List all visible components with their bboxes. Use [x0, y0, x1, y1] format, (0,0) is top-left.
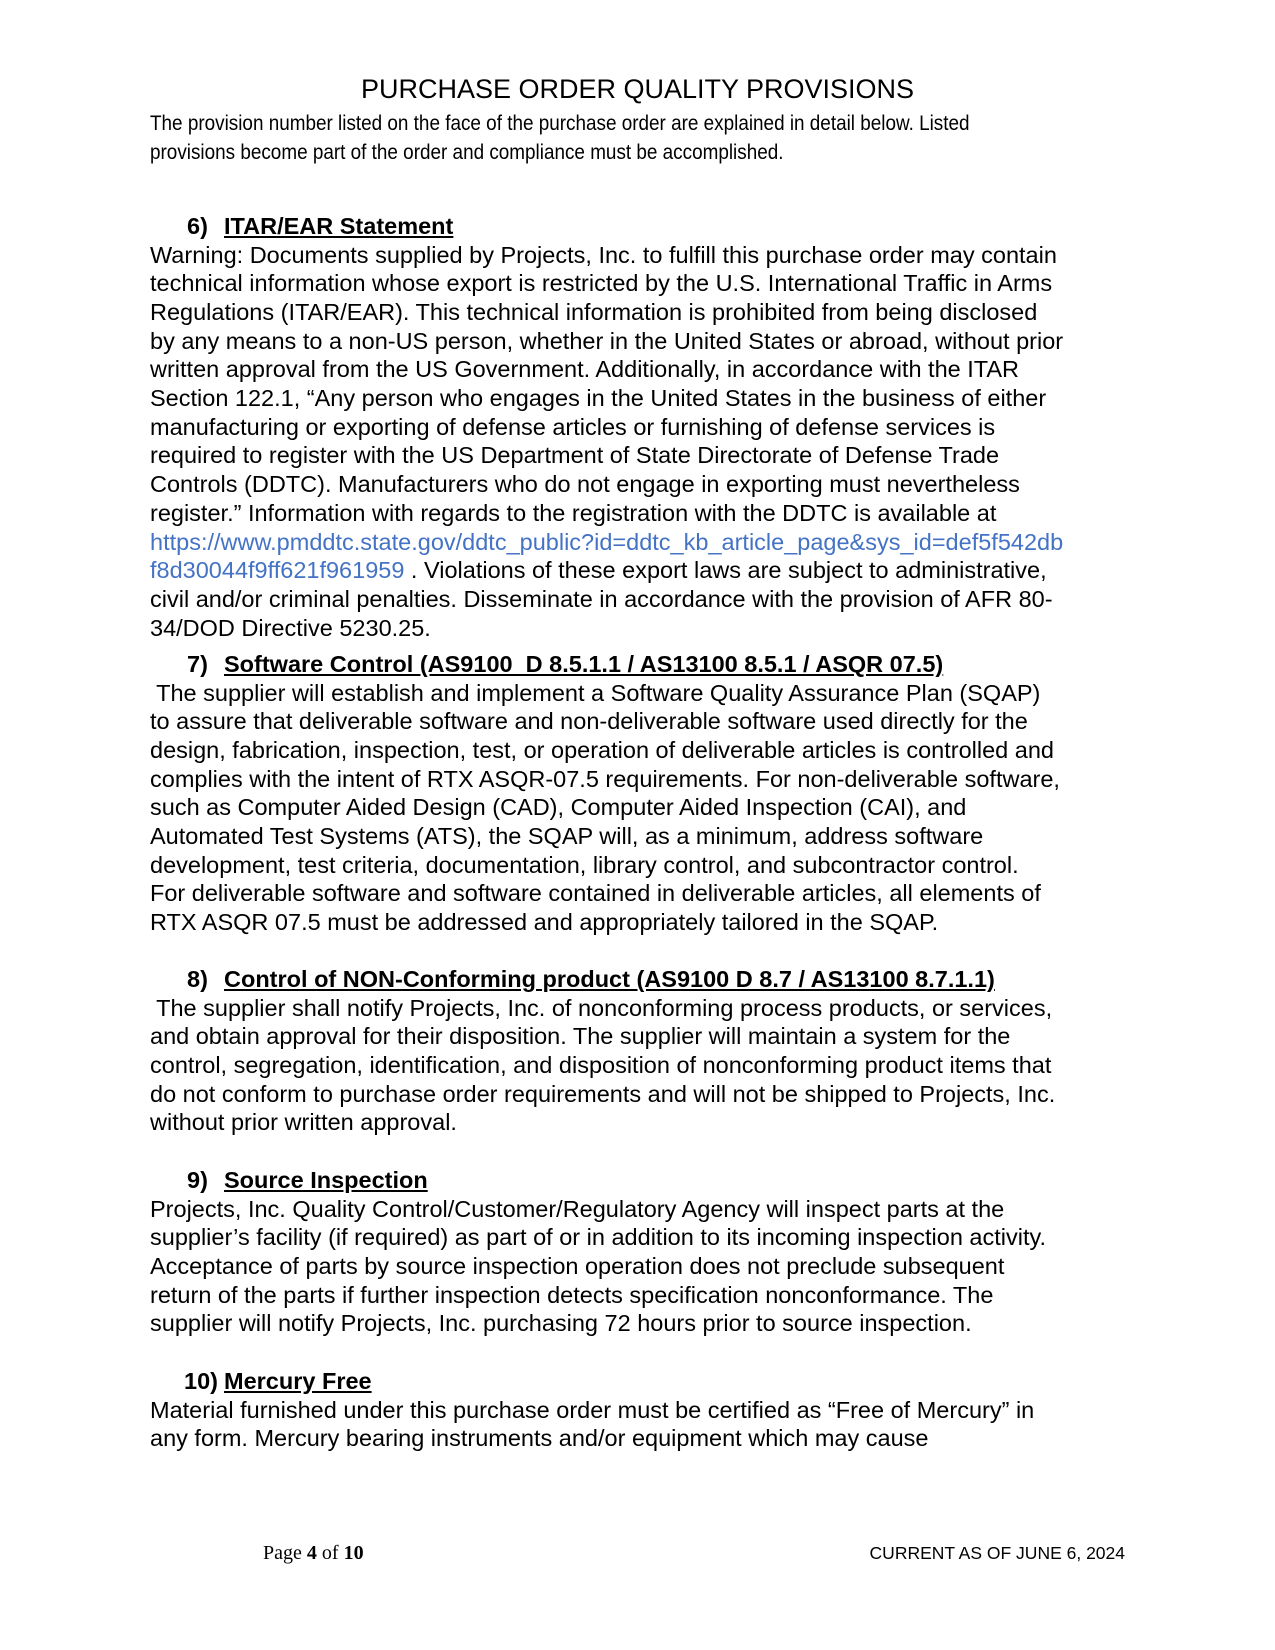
section-software-control: [150, 650, 1130, 937]
section-title: Source Inspection: [224, 1167, 428, 1193]
revision-date: CURRENT AS OF JUNE 6, 2024: [869, 1543, 1125, 1563]
body-line: technical information whose export is restricted by the U.S. International Traffic in Arms: [150, 270, 1053, 297]
section-nonconforming-product: [150, 965, 1130, 1137]
page-total: 10: [343, 1542, 364, 1564]
body-line: do not conform to purchase order requirements and will not be shipped to Projects, Inc.: [150, 1080, 1056, 1107]
section-body: [150, 994, 1130, 1138]
body-line: Regulations (ITAR/EAR). This technical information is prohibited from being disclosed: [150, 298, 1038, 325]
section-body: [150, 679, 1130, 937]
body-line: without prior written approval.: [150, 1109, 457, 1136]
page-of: of: [321, 1542, 339, 1564]
section-body: [150, 1195, 1130, 1339]
intro-paragraph: [150, 109, 1086, 167]
body-line: and obtain approval for their disposition. The supplier will maintain a system for the: [150, 1023, 1011, 1050]
body-line: manufacturing or exporting of defense articles or furnishing of defense services is: [150, 413, 996, 440]
body-line: by any means to a non-US person, whether in the United States or abroad, without prior: [150, 327, 1064, 354]
page-word: Page: [263, 1542, 302, 1564]
body-line: complies with the intent of RTX ASQR-07.5 requirements. For non-deliverable software,: [150, 765, 1060, 792]
section-title: ITAR/EAR Statement: [224, 213, 454, 239]
body-line: The supplier will establish and implement a Software Quality Assurance Plan (SQAP): [150, 679, 1041, 706]
body-line: For deliverable software and software contained in deliverable articles, all elements of: [150, 880, 1041, 907]
body-line: Controls (DDTC). Manufacturers who do not engage in exporting must nevertheless: [150, 471, 1020, 498]
section-number: 8): [187, 966, 208, 992]
body-line: supplier’s facility (if required) as part of or in addition to its incoming inspection activity.: [150, 1224, 1047, 1251]
page-title: PURCHASE ORDER QUALITY PROVISIONS: [360, 74, 915, 104]
section-number: 9): [187, 1167, 208, 1193]
body-line: Material furnished under this purchase order must be certified as “Free of Mercury” in: [150, 1396, 1035, 1423]
section-heading: [150, 1166, 1130, 1195]
body-line: written approval from the US Government. Additionally, in accordance with the ITAR: [150, 356, 1020, 383]
body-line: any form. Mercury bearing instruments and/or equipment which may cause: [150, 1425, 929, 1452]
body-line: Projects, Inc. Quality Control/Customer/Regulatory Agency will inspect parts at the: [150, 1195, 1005, 1222]
body-line: Automated Test Systems (ATS), the SQAP will, as a minimum, address software: [150, 823, 984, 850]
body-line: Warning: Documents supplied by Projects, Inc. to fulfill this purchase order may contain: [150, 241, 1057, 268]
body-line: return of the parts if further inspection detects specification nonconformance. The: [150, 1281, 994, 1308]
section-heading: [150, 650, 1130, 679]
section-title: Control of NON-Conforming product (AS9100 D 8.7 / AS13100 8.7.1.1): [224, 966, 995, 992]
intro-line: The provision number listed on the face of the purchase order are explained in detail below. Listed: [150, 112, 970, 135]
section-heading: [150, 212, 1130, 241]
section-itar-ear: [150, 212, 1130, 642]
section-body: [150, 1396, 1130, 1453]
body-line: control, segregation, identification, and disposition of nonconforming product items that: [150, 1051, 1052, 1078]
body-line: to assure that deliverable software and non-deliverable software used directly for the: [150, 708, 1028, 735]
body-line: development, test criteria, documentation, library control, and subcontractor control.: [150, 851, 1019, 878]
body-line: RTX ASQR 07.5 must be addressed and appropriately tailored in the SQAP.: [150, 909, 939, 936]
body-text-after-link: . Violations of these export laws are subject to administrative,: [404, 557, 1047, 584]
section-source-inspection: [150, 1166, 1130, 1338]
section-heading: [150, 1367, 1130, 1396]
section-title: Software Control (AS9100 D 8.5.1.1 / AS13100 8.5.1 / ASQR 07.5): [224, 651, 944, 677]
section-number: 7): [187, 651, 208, 677]
page-current: 4: [306, 1542, 317, 1564]
page-number: [263, 1541, 364, 1565]
section-title: Mercury Free: [224, 1368, 372, 1394]
intro-line: provisions become part of the order and compliance must be accomplished.: [150, 141, 784, 164]
body-line: Acceptance of parts by source inspection operation does not preclude subsequent: [150, 1252, 1005, 1279]
body-line: 34/DOD Directive 5230.25.: [150, 614, 431, 641]
ddtc-link[interactable]: https://www.pmddtc.state.gov/ddtc_public?id=ddtc_kb_article_page&sys_id=def5f542db: [150, 528, 1064, 555]
body-line: Section 122.1, “Any person who engages in the United States in the business of either: [150, 385, 1047, 412]
body-line: such as Computer Aided Design (CAD), Computer Aided Inspection (CAI), and: [150, 794, 967, 821]
section-number: 6): [187, 213, 208, 239]
ddtc-link-continued[interactable]: f8d30044f9ff621f961959: [150, 557, 405, 584]
body-line: register.” Information with regards to the registration with the DDTC is available at: [150, 499, 997, 526]
section-mercury-free: [150, 1367, 1130, 1453]
section-heading: [150, 965, 1130, 994]
body-line: civil and/or criminal penalties. Disseminate in accordance with the provision of AFR 80-: [150, 585, 1053, 612]
body-line: The supplier shall notify Projects, Inc. of nonconforming process products, or services,: [150, 994, 1053, 1021]
section-number: 10): [184, 1368, 218, 1394]
body-line: required to register with the US Department of State Directorate of Defense Trade: [150, 442, 1000, 469]
body-line: design, fabrication, inspection, test, or operation of deliverable articles is controlled and: [150, 736, 1054, 763]
body-line: supplier will notify Projects, Inc. purchasing 72 hours prior to source inspection.: [150, 1310, 972, 1337]
section-body: [150, 241, 1130, 643]
